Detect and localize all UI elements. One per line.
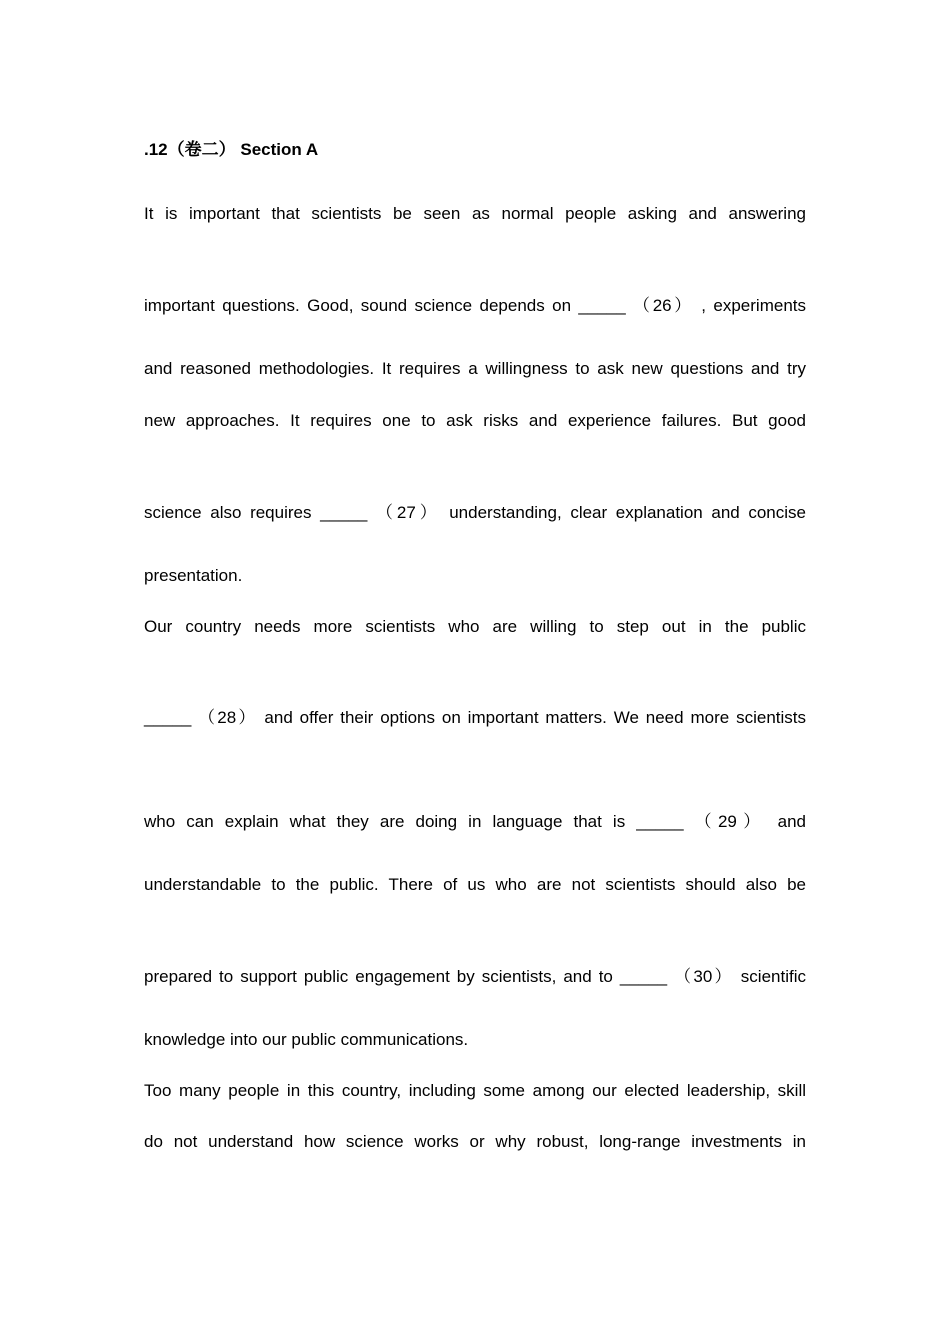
paragraph-line: prepared to support public engagement by scientists, and to _____ （30） scientific: [144, 967, 806, 986]
paragraph-line: Too many people in this country, including some among our elected leadership, skill: [144, 1081, 806, 1100]
paragraph-line: knowledge into our public communications.: [144, 1030, 469, 1049]
section-heading: .12（卷二） Section A: [144, 140, 319, 159]
paragraph-line: presentation.: [144, 566, 243, 585]
paragraph-line: understandable to the public. There of us who are not scientists should also be: [144, 875, 806, 894]
paragraph-line: It is important that scientists be seen as normal people asking and answering: [144, 204, 806, 223]
paragraph-line: who can explain what they are doing in language that is _____ （29） and: [144, 812, 806, 831]
paragraph-line: _____ （28） and offer their options on important matters. We need more scientists: [144, 708, 806, 727]
paragraph-line: Our country needs more scientists who are willing to step out in the public: [144, 617, 806, 636]
paragraph-line: new approaches. It requires one to ask risks and experience failures. But good: [144, 411, 806, 430]
paragraph-line: important questions. Good, sound science depends on _____ （26） , experiments: [144, 296, 806, 315]
paragraph-line: science also requires _____ （27） understanding, clear explanation and concise: [144, 503, 806, 522]
paragraph-line: and reasoned methodologies. It requires a willingness to ask new questions and try: [144, 359, 806, 378]
paragraph-line: do not understand how science works or why robust, long-range investments in: [144, 1132, 806, 1151]
